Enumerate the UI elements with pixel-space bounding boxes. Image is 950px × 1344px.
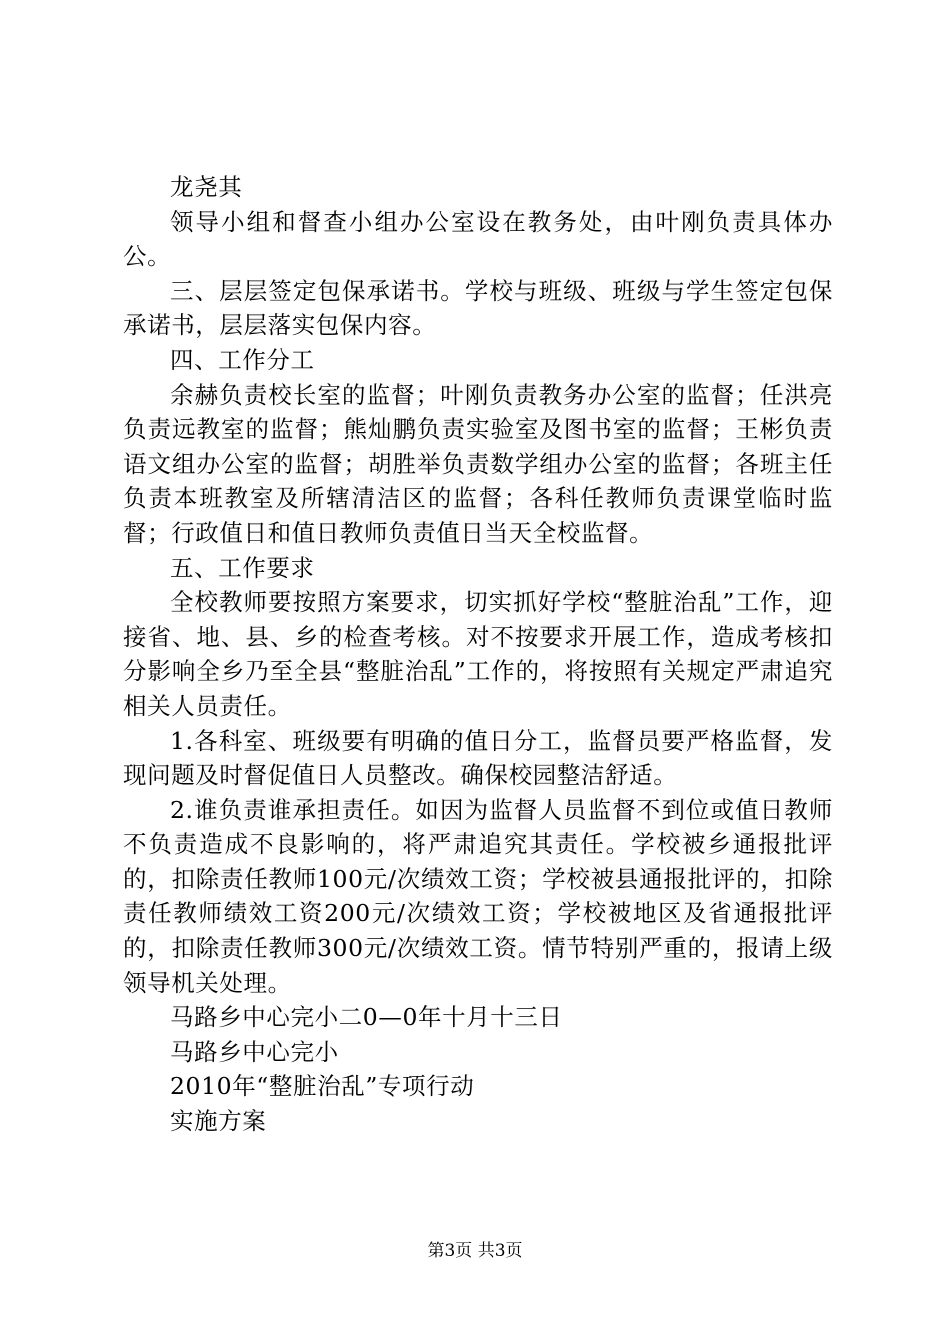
paragraph-name: 龙尧其 (170, 173, 243, 201)
paragraph-division-of-work: 余赫负责校长室的监督；叶刚负责教务办公室的监督；任洪亮负责远教室的监督；熊灿鹏负责实验室及图书室的监督；王彬负责语文组办公室的监督；胡胜举负责数学组办公室的监督；各班主任负责本班教室及所辖清洁区的监督；各科任教师负责课堂临时监督；行政值日和值日教师负责值日当天全校监督。 (123, 380, 833, 547)
page-footer (0, 1240, 950, 1262)
paragraph-item-2: 2.谁负责谁承担责任。如因为监督人员监督不到位或值日教师不负责造成不良影响的，将严肃追究其责任。学校被乡通报批评的，扣除责任教师100元/次绩效工资；学校被县通报批评的，扣除责任教师绩效工资200元/次绩效工资；学校被地区及省通报批评的，扣除责任教师300元/次绩效工资。情节特别严重的，报请上级领导机关处理。 (123, 795, 833, 997)
document-body (123, 170, 833, 1139)
page-number: 第3页 共3页 (427, 1241, 523, 1261)
paragraph-plan-subtitle: 实施方案 (170, 1107, 267, 1136)
paragraph-school-name: 马路乡中心完小 (170, 1037, 339, 1066)
heading-section-5: 五、工作要求 (170, 553, 315, 582)
paragraph-signature-date: 马路乡中心完小二0—0年十月十三日 (170, 1003, 563, 1032)
heading-section-4: 四、工作分工 (170, 345, 315, 374)
paragraph-section-3: 三、层层签定包保承诺书。学校与班级、班级与学生签定包保承诺书，层层落实包保内容。 (123, 276, 833, 340)
paragraph-item-1: 1.各科室、班级要有明确的值日分工，监督员要严格监督，发现问题及时督促值日人员整改。确保校园整洁舒适。 (123, 726, 833, 790)
paragraph-plan-title: 2010年“整脏治乱”专项行动 (170, 1072, 475, 1101)
paragraph-office: 领导小组和督查小组办公室设在教务处，由叶刚负责具体办公。 (123, 207, 833, 271)
paragraph-requirements: 全校教师要按照方案要求，切实抓好学校“整脏治乱”工作，迎接省、地、县、乡的检查考核。对不按要求开展工作，造成考核扣分影响全乡乃至全县“整脏治乱”工作的，将按照有关规定严肃追究相关人员责任。 (123, 588, 833, 720)
